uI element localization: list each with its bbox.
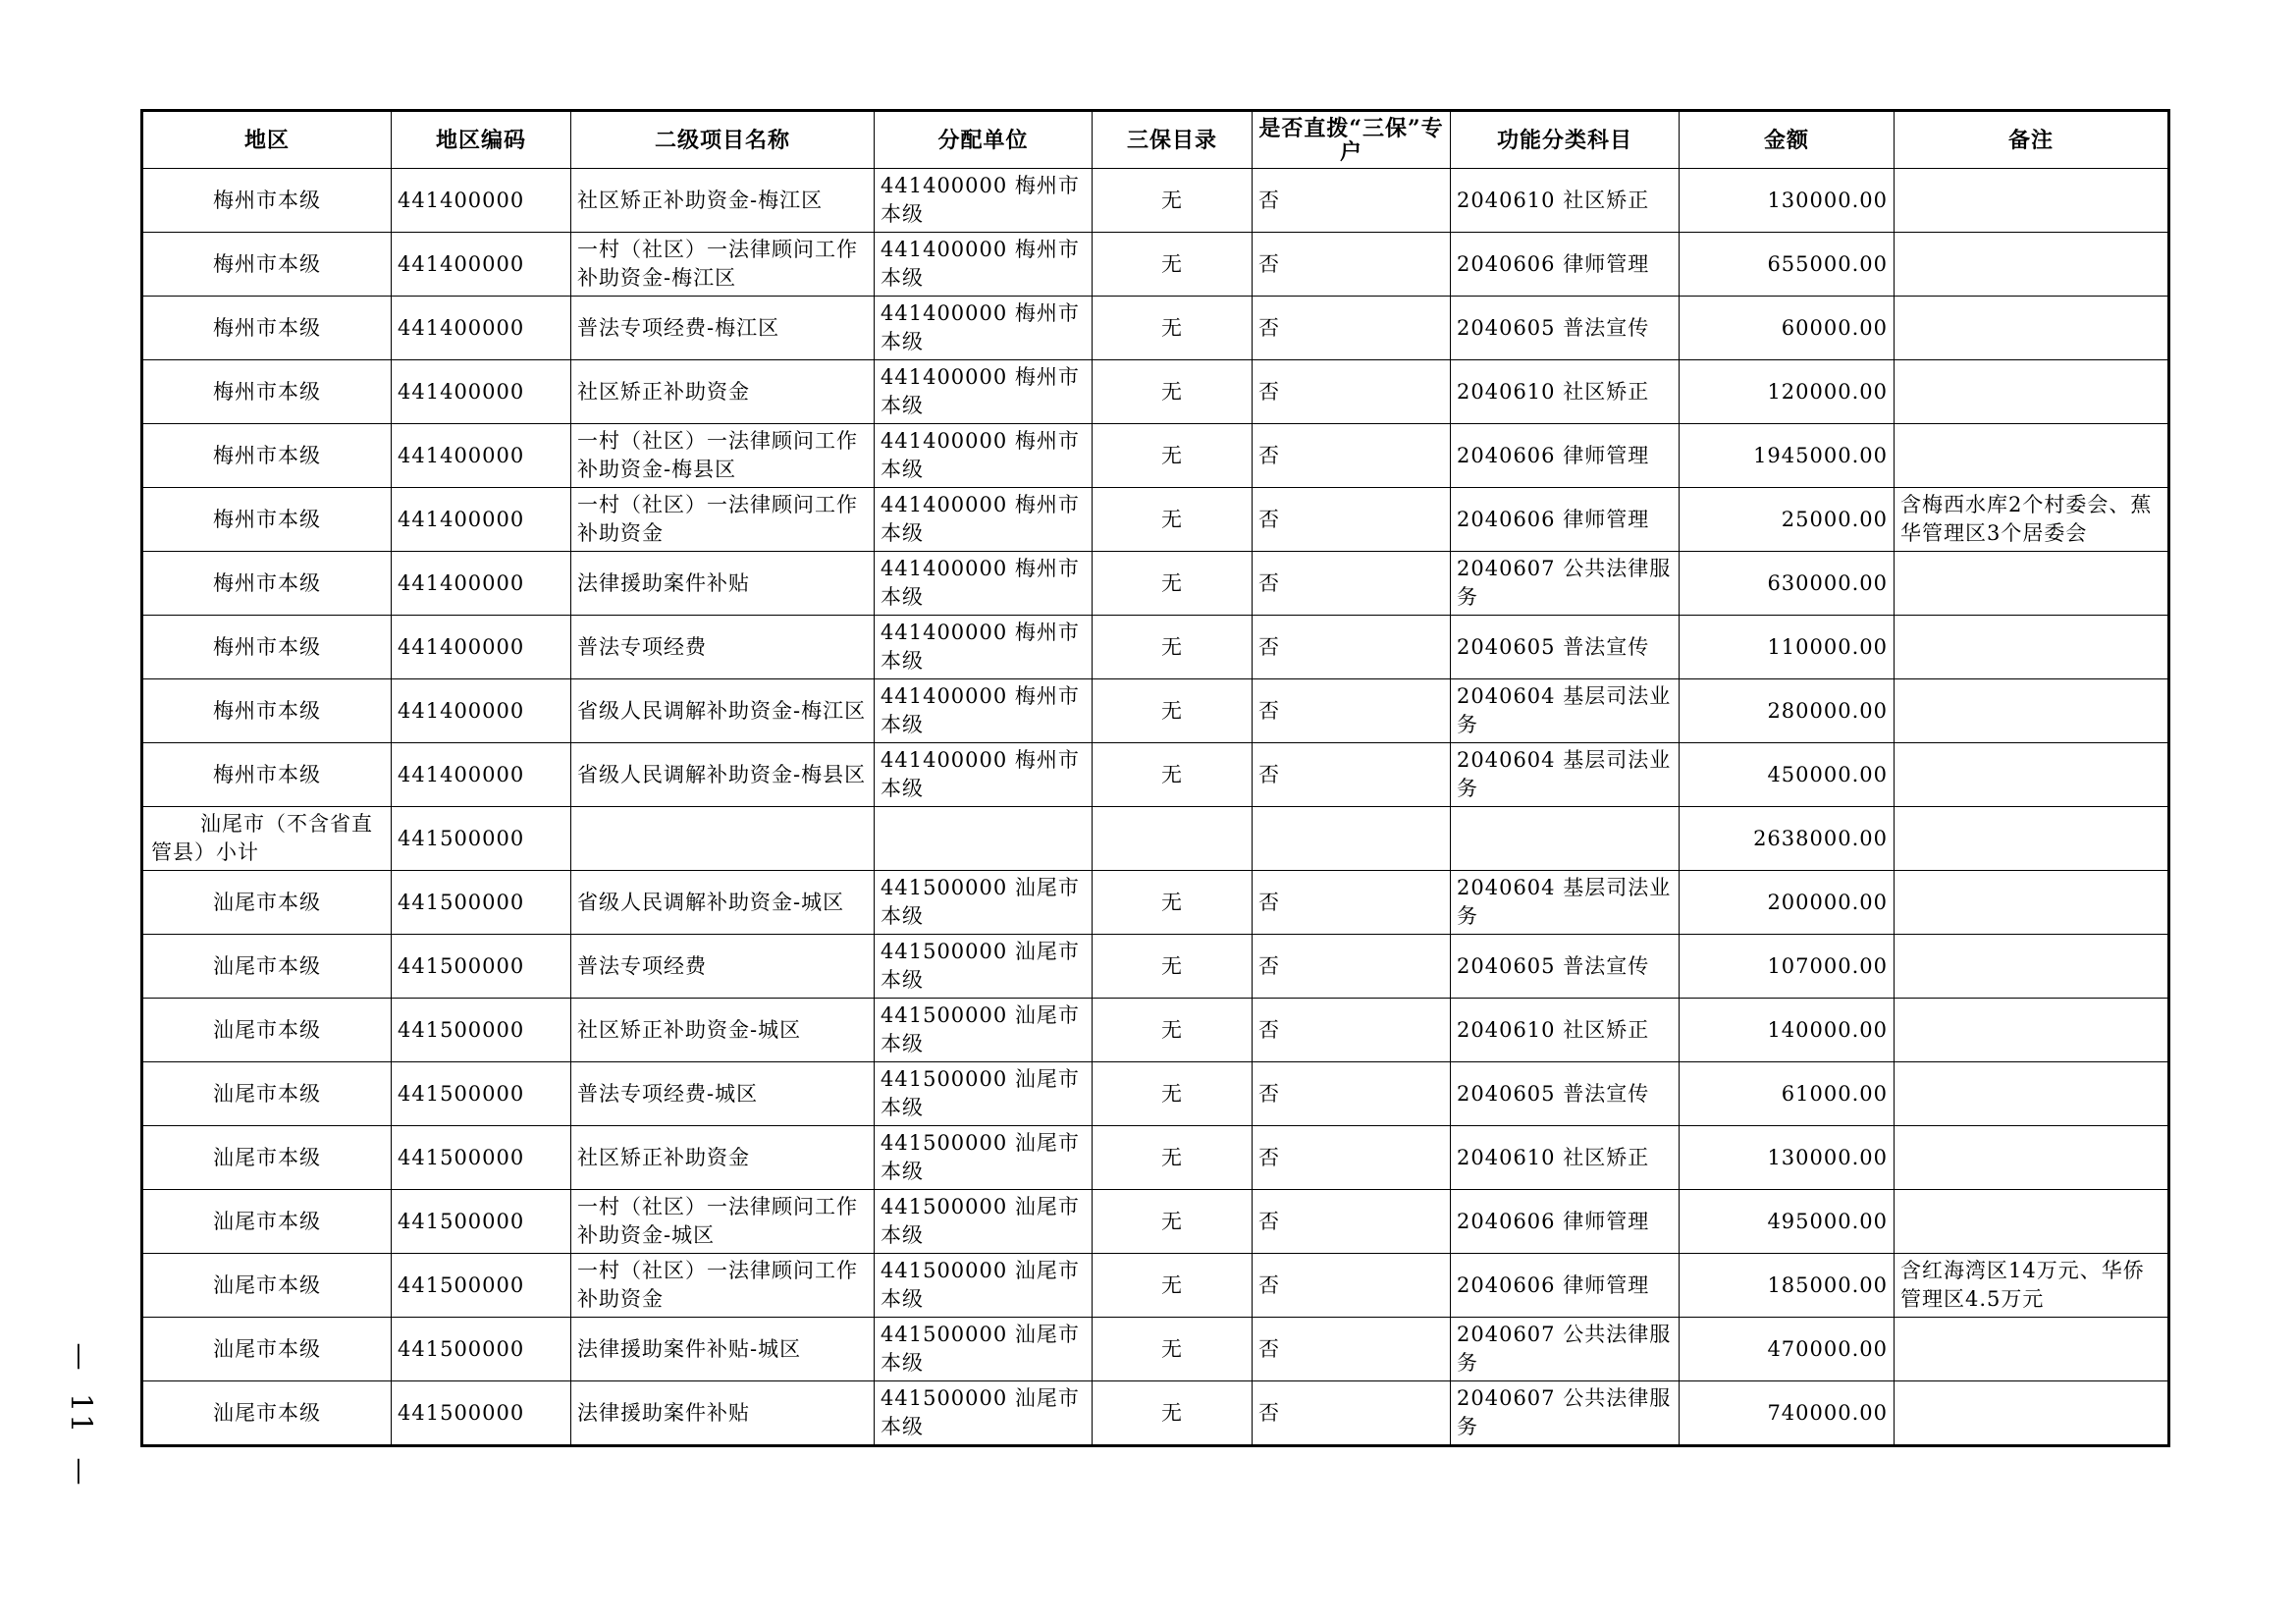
cell-allocation-unit: 441400000 梅州市本级 bbox=[875, 424, 1093, 488]
cell-project-name: 省级人民调解补助资金-梅县区 bbox=[571, 743, 875, 807]
cell-region-code: 441400000 bbox=[392, 679, 571, 743]
allocation-table bbox=[140, 109, 2170, 1447]
cell-allocation-unit: 441500000 汕尾市本级 bbox=[875, 1254, 1093, 1318]
cell-sanbao-catalog: 无 bbox=[1093, 169, 1253, 233]
cell-amount: 60000.00 bbox=[1680, 297, 1895, 360]
table-row bbox=[142, 1062, 2169, 1126]
cell-note bbox=[1895, 616, 2169, 679]
cell-function-subject: 2040605 普法宣传 bbox=[1451, 616, 1680, 679]
cell-note bbox=[1895, 360, 2169, 424]
cell-sanbao-catalog: 无 bbox=[1093, 488, 1253, 552]
cell-allocation-unit: 441400000 梅州市本级 bbox=[875, 743, 1093, 807]
cell-project-name: 一村（社区）一法律顾问工作补助资金-城区 bbox=[571, 1190, 875, 1254]
page-number-dash-bottom: — bbox=[64, 1457, 97, 1486]
header-region: 地区 bbox=[142, 111, 392, 169]
cell-function-subject: 2040604 基层司法业务 bbox=[1451, 679, 1680, 743]
cell-allocation-unit: 441500000 汕尾市本级 bbox=[875, 935, 1093, 999]
table-row bbox=[142, 424, 2169, 488]
cell-region-code: 441400000 bbox=[392, 169, 571, 233]
cell-allocation-unit: 441400000 梅州市本级 bbox=[875, 360, 1093, 424]
header-allocation-unit: 分配单位 bbox=[875, 111, 1093, 169]
cell-direct-transfer: 否 bbox=[1253, 1318, 1451, 1381]
cell-function-subject: 2040606 律师管理 bbox=[1451, 424, 1680, 488]
cell-amount: 130000.00 bbox=[1680, 1126, 1895, 1190]
cell-sanbao-catalog: 无 bbox=[1093, 871, 1253, 935]
cell-region-code: 441400000 bbox=[392, 233, 571, 297]
cell-amount: 655000.00 bbox=[1680, 233, 1895, 297]
cell-region-code: 441500000 bbox=[392, 807, 571, 871]
cell-region: 汕尾市本级 bbox=[142, 999, 392, 1062]
cell-direct-transfer: 否 bbox=[1253, 616, 1451, 679]
cell-allocation-unit: 441400000 梅州市本级 bbox=[875, 297, 1093, 360]
cell-function-subject: 2040605 普法宣传 bbox=[1451, 935, 1680, 999]
cell-region: 梅州市本级 bbox=[142, 488, 392, 552]
cell-function-subject bbox=[1451, 807, 1680, 871]
cell-amount: 120000.00 bbox=[1680, 360, 1895, 424]
cell-allocation-unit: 441500000 汕尾市本级 bbox=[875, 1062, 1093, 1126]
cell-function-subject: 2040610 社区矫正 bbox=[1451, 360, 1680, 424]
cell-region: 汕尾市（不含省直管县）小计 bbox=[142, 807, 392, 871]
cell-project-name bbox=[571, 807, 875, 871]
cell-sanbao-catalog: 无 bbox=[1093, 935, 1253, 999]
cell-function-subject: 2040610 社区矫正 bbox=[1451, 999, 1680, 1062]
cell-note: 含红海湾区14万元、华侨管理区4.5万元 bbox=[1895, 1254, 2169, 1318]
cell-allocation-unit: 441400000 梅州市本级 bbox=[875, 169, 1093, 233]
cell-function-subject: 2040605 普法宣传 bbox=[1451, 297, 1680, 360]
cell-region: 汕尾市本级 bbox=[142, 1318, 392, 1381]
cell-project-name: 普法专项经费 bbox=[571, 935, 875, 999]
table-row bbox=[142, 807, 2169, 871]
cell-project-name: 一村（社区）一法律顾问工作补助资金 bbox=[571, 488, 875, 552]
cell-region-code: 441500000 bbox=[392, 999, 571, 1062]
cell-function-subject: 2040606 律师管理 bbox=[1451, 233, 1680, 297]
cell-region: 梅州市本级 bbox=[142, 233, 392, 297]
table-row bbox=[142, 743, 2169, 807]
cell-direct-transfer: 否 bbox=[1253, 360, 1451, 424]
cell-region-code: 441500000 bbox=[392, 1126, 571, 1190]
cell-project-name: 社区矫正补助资金 bbox=[571, 1126, 875, 1190]
cell-direct-transfer: 否 bbox=[1253, 743, 1451, 807]
cell-allocation-unit: 441400000 梅州市本级 bbox=[875, 552, 1093, 616]
cell-amount: 280000.00 bbox=[1680, 679, 1895, 743]
cell-project-name: 省级人民调解补助资金-城区 bbox=[571, 871, 875, 935]
cell-note bbox=[1895, 807, 2169, 871]
cell-region: 梅州市本级 bbox=[142, 552, 392, 616]
cell-amount: 450000.00 bbox=[1680, 743, 1895, 807]
table-row bbox=[142, 999, 2169, 1062]
cell-note bbox=[1895, 1381, 2169, 1446]
cell-sanbao-catalog: 无 bbox=[1093, 552, 1253, 616]
cell-direct-transfer bbox=[1253, 807, 1451, 871]
table-row bbox=[142, 1381, 2169, 1446]
cell-amount: 200000.00 bbox=[1680, 871, 1895, 935]
cell-project-name: 社区矫正补助资金-梅江区 bbox=[571, 169, 875, 233]
cell-project-name: 法律援助案件补贴-城区 bbox=[571, 1318, 875, 1381]
cell-region-code: 441400000 bbox=[392, 297, 571, 360]
cell-direct-transfer: 否 bbox=[1253, 488, 1451, 552]
header-direct-transfer: 是否直拨“三保”专户 bbox=[1253, 111, 1451, 169]
cell-sanbao-catalog: 无 bbox=[1093, 1126, 1253, 1190]
cell-project-name: 社区矫正补助资金-城区 bbox=[571, 999, 875, 1062]
cell-amount: 630000.00 bbox=[1680, 552, 1895, 616]
cell-project-name: 社区矫正补助资金 bbox=[571, 360, 875, 424]
cell-direct-transfer: 否 bbox=[1253, 552, 1451, 616]
table-row bbox=[142, 616, 2169, 679]
cell-note bbox=[1895, 424, 2169, 488]
cell-region-code: 441400000 bbox=[392, 488, 571, 552]
cell-note bbox=[1895, 169, 2169, 233]
cell-note bbox=[1895, 297, 2169, 360]
cell-note bbox=[1895, 743, 2169, 807]
cell-allocation-unit: 441400000 梅州市本级 bbox=[875, 233, 1093, 297]
cell-amount: 470000.00 bbox=[1680, 1318, 1895, 1381]
cell-region-code: 441500000 bbox=[392, 935, 571, 999]
header-amount: 金额 bbox=[1680, 111, 1895, 169]
cell-sanbao-catalog: 无 bbox=[1093, 233, 1253, 297]
cell-note bbox=[1895, 1126, 2169, 1190]
cell-allocation-unit: 441400000 梅州市本级 bbox=[875, 616, 1093, 679]
cell-region: 梅州市本级 bbox=[142, 679, 392, 743]
cell-project-name: 省级人民调解补助资金-梅江区 bbox=[571, 679, 875, 743]
cell-amount: 107000.00 bbox=[1680, 935, 1895, 999]
cell-amount: 740000.00 bbox=[1680, 1381, 1895, 1446]
cell-region: 汕尾市本级 bbox=[142, 1254, 392, 1318]
table-row bbox=[142, 233, 2169, 297]
cell-sanbao-catalog: 无 bbox=[1093, 679, 1253, 743]
cell-sanbao-catalog: 无 bbox=[1093, 1318, 1253, 1381]
cell-sanbao-catalog: 无 bbox=[1093, 360, 1253, 424]
cell-function-subject: 2040606 律师管理 bbox=[1451, 1254, 1680, 1318]
cell-sanbao-catalog: 无 bbox=[1093, 1254, 1253, 1318]
cell-note bbox=[1895, 552, 2169, 616]
cell-project-name: 普法专项经费-梅江区 bbox=[571, 297, 875, 360]
cell-region: 汕尾市本级 bbox=[142, 871, 392, 935]
cell-project-name: 法律援助案件补贴 bbox=[571, 552, 875, 616]
cell-note bbox=[1895, 679, 2169, 743]
cell-note: 含梅西水库2个村委会、蕉华管理区3个居委会 bbox=[1895, 488, 2169, 552]
cell-region-code: 441400000 bbox=[392, 743, 571, 807]
header-note: 备注 bbox=[1895, 111, 2169, 169]
cell-region-code: 441500000 bbox=[392, 1318, 571, 1381]
cell-function-subject: 2040607 公共法律服务 bbox=[1451, 1318, 1680, 1381]
cell-region-code: 441400000 bbox=[392, 616, 571, 679]
page-number bbox=[61, 1340, 100, 1488]
cell-region-code: 441500000 bbox=[392, 1190, 571, 1254]
cell-allocation-unit: 441400000 梅州市本级 bbox=[875, 488, 1093, 552]
cell-amount: 130000.00 bbox=[1680, 169, 1895, 233]
cell-note bbox=[1895, 233, 2169, 297]
cell-region: 梅州市本级 bbox=[142, 297, 392, 360]
cell-region: 梅州市本级 bbox=[142, 616, 392, 679]
cell-direct-transfer: 否 bbox=[1253, 297, 1451, 360]
cell-amount: 25000.00 bbox=[1680, 488, 1895, 552]
cell-region: 梅州市本级 bbox=[142, 424, 392, 488]
cell-direct-transfer: 否 bbox=[1253, 169, 1451, 233]
cell-project-name: 一村（社区）一法律顾问工作补助资金 bbox=[571, 1254, 875, 1318]
cell-direct-transfer: 否 bbox=[1253, 233, 1451, 297]
cell-note bbox=[1895, 1062, 2169, 1126]
cell-function-subject: 2040607 公共法律服务 bbox=[1451, 1381, 1680, 1446]
cell-direct-transfer: 否 bbox=[1253, 679, 1451, 743]
cell-allocation-unit: 441500000 汕尾市本级 bbox=[875, 1381, 1093, 1446]
table-row bbox=[142, 297, 2169, 360]
cell-function-subject: 2040604 基层司法业务 bbox=[1451, 871, 1680, 935]
cell-sanbao-catalog: 无 bbox=[1093, 999, 1253, 1062]
cell-allocation-unit: 441500000 汕尾市本级 bbox=[875, 999, 1093, 1062]
cell-function-subject: 2040605 普法宣传 bbox=[1451, 1062, 1680, 1126]
cell-function-subject: 2040606 律师管理 bbox=[1451, 488, 1680, 552]
cell-direct-transfer: 否 bbox=[1253, 424, 1451, 488]
cell-sanbao-catalog: 无 bbox=[1093, 1062, 1253, 1126]
cell-project-name: 一村（社区）一法律顾问工作补助资金-梅县区 bbox=[571, 424, 875, 488]
table-row bbox=[142, 552, 2169, 616]
cell-region: 汕尾市本级 bbox=[142, 935, 392, 999]
cell-sanbao-catalog: 无 bbox=[1093, 424, 1253, 488]
table-row bbox=[142, 1126, 2169, 1190]
cell-project-name: 普法专项经费 bbox=[571, 616, 875, 679]
cell-region: 梅州市本级 bbox=[142, 169, 392, 233]
header-sanbao-catalog: 三保目录 bbox=[1093, 111, 1253, 169]
cell-amount: 140000.00 bbox=[1680, 999, 1895, 1062]
cell-direct-transfer: 否 bbox=[1253, 1254, 1451, 1318]
cell-sanbao-catalog bbox=[1093, 807, 1253, 871]
cell-sanbao-catalog: 无 bbox=[1093, 743, 1253, 807]
cell-region: 汕尾市本级 bbox=[142, 1126, 392, 1190]
cell-region: 梅州市本级 bbox=[142, 360, 392, 424]
cell-region-code: 441500000 bbox=[392, 1254, 571, 1318]
cell-sanbao-catalog: 无 bbox=[1093, 1381, 1253, 1446]
table-row bbox=[142, 1190, 2169, 1254]
cell-region-code: 441400000 bbox=[392, 360, 571, 424]
cell-note bbox=[1895, 871, 2169, 935]
cell-note bbox=[1895, 935, 2169, 999]
cell-amount: 110000.00 bbox=[1680, 616, 1895, 679]
cell-direct-transfer: 否 bbox=[1253, 999, 1451, 1062]
table-row bbox=[142, 871, 2169, 935]
cell-note bbox=[1895, 1190, 2169, 1254]
cell-direct-transfer: 否 bbox=[1253, 935, 1451, 999]
cell-sanbao-catalog: 无 bbox=[1093, 616, 1253, 679]
cell-allocation-unit bbox=[875, 807, 1093, 871]
cell-sanbao-catalog: 无 bbox=[1093, 297, 1253, 360]
cell-project-name: 一村（社区）一法律顾问工作补助资金-梅江区 bbox=[571, 233, 875, 297]
cell-amount: 1945000.00 bbox=[1680, 424, 1895, 488]
table-row bbox=[142, 488, 2169, 552]
cell-allocation-unit: 441500000 汕尾市本级 bbox=[875, 1190, 1093, 1254]
page-number-dash-top: — bbox=[64, 1342, 97, 1371]
cell-region-code: 441500000 bbox=[392, 871, 571, 935]
cell-allocation-unit: 441500000 汕尾市本级 bbox=[875, 1318, 1093, 1381]
table-row bbox=[142, 360, 2169, 424]
cell-region: 汕尾市本级 bbox=[142, 1381, 392, 1446]
table-row bbox=[142, 679, 2169, 743]
header-project-name: 二级项目名称 bbox=[571, 111, 875, 169]
cell-direct-transfer: 否 bbox=[1253, 1190, 1451, 1254]
table-row bbox=[142, 935, 2169, 999]
cell-region: 汕尾市本级 bbox=[142, 1062, 392, 1126]
cell-region-code: 441400000 bbox=[392, 552, 571, 616]
header-region-code: 地区编码 bbox=[392, 111, 571, 169]
cell-function-subject: 2040606 律师管理 bbox=[1451, 1190, 1680, 1254]
cell-direct-transfer: 否 bbox=[1253, 871, 1451, 935]
cell-allocation-unit: 441400000 梅州市本级 bbox=[875, 679, 1093, 743]
cell-sanbao-catalog: 无 bbox=[1093, 1190, 1253, 1254]
cell-function-subject: 2040610 社区矫正 bbox=[1451, 1126, 1680, 1190]
table-row bbox=[142, 1318, 2169, 1381]
table-row bbox=[142, 1254, 2169, 1318]
cell-allocation-unit: 441500000 汕尾市本级 bbox=[875, 1126, 1093, 1190]
cell-region-code: 441500000 bbox=[392, 1062, 571, 1126]
cell-direct-transfer: 否 bbox=[1253, 1062, 1451, 1126]
cell-note bbox=[1895, 1318, 2169, 1381]
cell-amount: 61000.00 bbox=[1680, 1062, 1895, 1126]
cell-direct-transfer: 否 bbox=[1253, 1381, 1451, 1446]
cell-amount: 185000.00 bbox=[1680, 1254, 1895, 1318]
cell-project-name: 普法专项经费-城区 bbox=[571, 1062, 875, 1126]
cell-function-subject: 2040607 公共法律服务 bbox=[1451, 552, 1680, 616]
table-body bbox=[142, 169, 2169, 1446]
cell-region-code: 441500000 bbox=[392, 1381, 571, 1446]
cell-region: 汕尾市本级 bbox=[142, 1190, 392, 1254]
table-row bbox=[142, 169, 2169, 233]
cell-function-subject: 2040610 社区矫正 bbox=[1451, 169, 1680, 233]
cell-note bbox=[1895, 999, 2169, 1062]
cell-direct-transfer: 否 bbox=[1253, 1126, 1451, 1190]
cell-project-name: 法律援助案件补贴 bbox=[571, 1381, 875, 1446]
cell-function-subject: 2040604 基层司法业务 bbox=[1451, 743, 1680, 807]
cell-amount: 495000.00 bbox=[1680, 1190, 1895, 1254]
cell-region: 梅州市本级 bbox=[142, 743, 392, 807]
cell-amount: 2638000.00 bbox=[1680, 807, 1895, 871]
cell-allocation-unit: 441500000 汕尾市本级 bbox=[875, 871, 1093, 935]
page-number-value: 11 bbox=[63, 1392, 98, 1435]
cell-region-code: 441400000 bbox=[392, 424, 571, 488]
table-header-row bbox=[142, 111, 2169, 169]
header-function-subject: 功能分类科目 bbox=[1451, 111, 1680, 169]
